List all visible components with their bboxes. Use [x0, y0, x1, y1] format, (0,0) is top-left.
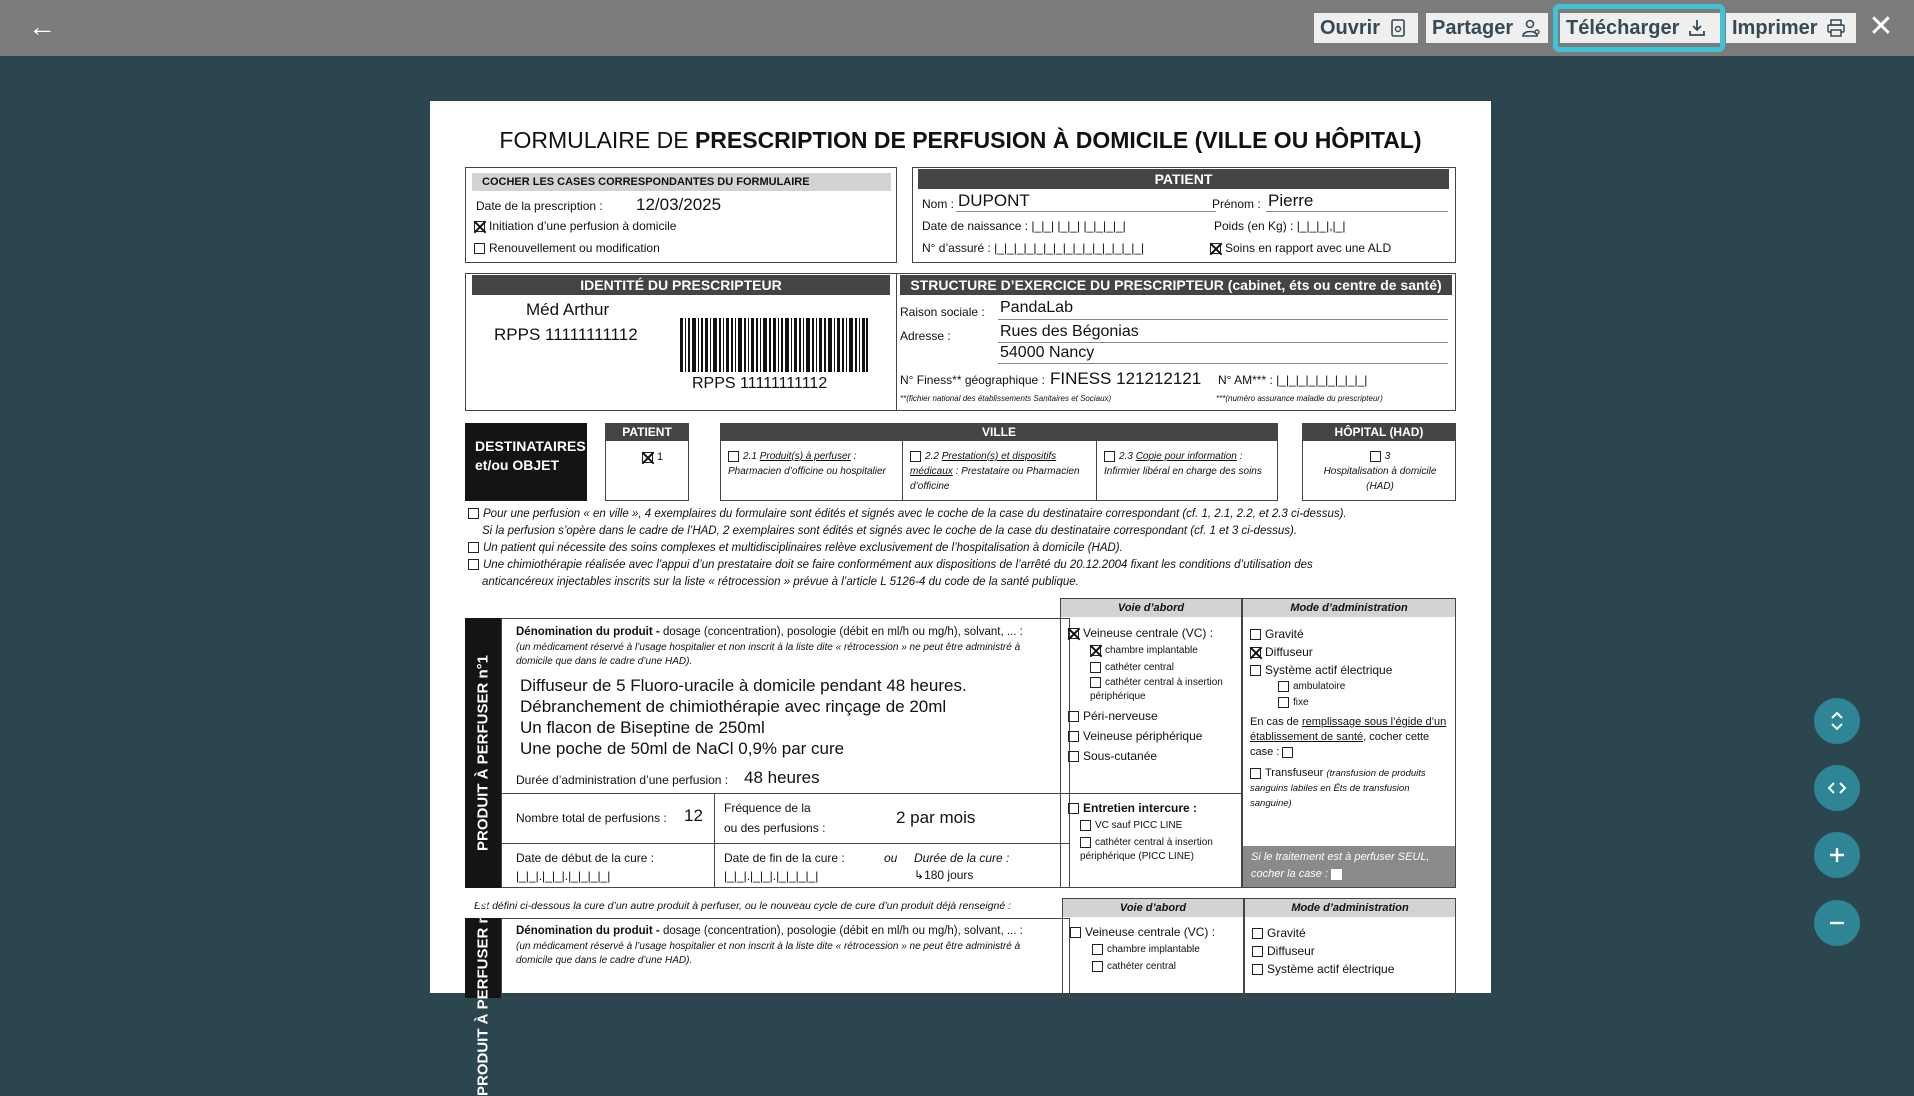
end-blank: |_|_|.|_|_|.|_|_|_|_|	[724, 869, 819, 883]
renewal-label: Renouvellement ou modification	[489, 241, 660, 255]
am-field: N° AM*** : |_|_|_|_|_|_|_|_|_|	[1218, 373, 1368, 387]
voie-header: Voie d’abord	[1061, 599, 1241, 617]
entretien-picc-label: cathéter central à insertion périphérique (PICC LINE)	[1080, 837, 1213, 862]
mode-transf-note: (transfusion de produits sanguins labiles en Éts de transfusion sanguine)	[1250, 768, 1426, 809]
dest-patient-option	[642, 451, 663, 463]
note-3-box	[468, 559, 479, 570]
nom-value: DUPONT	[958, 191, 1030, 210]
zoom-in-button[interactable]	[1814, 832, 1860, 878]
product1-divider-2	[501, 843, 1070, 844]
p2-mode-gravite	[1252, 924, 1452, 942]
finess-value: FINESS 121212121	[1050, 369, 1202, 388]
p2-voie-vc-label: Veineuse centrale (VC) :	[1085, 925, 1216, 939]
mode-diffuseur-checkbox	[1250, 647, 1261, 658]
mode-transf-checkbox	[1250, 768, 1261, 779]
initiation-label: Initiation d’une perfusion à domicile	[489, 219, 677, 233]
expand-horizontal-icon	[1826, 777, 1848, 799]
am-note: ***(numéro assurance maladie du prescripteur)	[1216, 394, 1383, 403]
initiation-option	[474, 219, 676, 233]
p2-mode-gravite-label: Gravité	[1267, 926, 1306, 940]
download-icon	[1687, 18, 1707, 38]
dest-patient-checkbox	[642, 452, 653, 463]
ville-21-link: Produit(s) à perfuser	[759, 451, 851, 462]
mode-header: Mode d’administration	[1243, 599, 1455, 617]
product2-denom	[516, 924, 1066, 939]
mode-amb-checkbox	[1278, 681, 1289, 692]
note-1	[468, 506, 1458, 523]
entretien-section	[1068, 800, 1238, 864]
cure-label: Durée de la cure :	[914, 851, 1010, 865]
p2-voie-vc-checkbox	[1070, 927, 1081, 938]
raison-line	[998, 319, 1448, 320]
product1-divider-1	[501, 793, 1070, 794]
end-label: Date de fin de la cure :	[724, 851, 845, 865]
dest-had-header: HÔPITAL (HAD)	[1302, 423, 1456, 441]
ville-22	[910, 449, 1092, 494]
mode-remp-a: En cas de	[1250, 716, 1302, 728]
ville-23-link: Copie pour information	[1135, 451, 1237, 462]
prenom-value: Pierre	[1268, 191, 1314, 210]
note-3b: anticancéreux injectables inscrits sur la liste « rétrocession » prévue à l’article L 5126-4 du code de la santé publique.	[482, 576, 1079, 588]
voie-options	[1068, 625, 1238, 765]
mode-systeme-label: Système actif électrique	[1265, 663, 1393, 677]
p2-denom-label: Dénomination du produit -	[516, 925, 660, 937]
voie-sous	[1068, 748, 1238, 765]
voie-peri	[1068, 708, 1238, 725]
note-2-text: Un patient qui nécessite des soins complexes et multidisciplinaires relève exclusivement de l’hospitalisation à domicile (HAD).	[483, 542, 1123, 554]
total-value: 12	[684, 806, 703, 825]
voie-veineuse-peri	[1068, 728, 1238, 745]
mode-options	[1250, 625, 1450, 811]
denom-note: (un médicament réservé à l’usage hospitalier et non inscrit à la liste dite « rétrocession » ne peut être administré à domicile que dans le cadre d’une HAD).	[516, 642, 1021, 667]
mode-amb	[1250, 679, 1450, 695]
cure-value-text: 180 jours	[924, 868, 974, 882]
seul-checkbox	[1331, 869, 1342, 880]
p2-voie-vc	[1070, 924, 1240, 941]
structure-header: STRUCTURE D’EXERCICE DU PRESCRIPTEUR (cabinet, éts ou centre de santé)	[900, 275, 1452, 295]
prenom-label: Prénom :	[1212, 197, 1261, 211]
ville-23	[1104, 449, 1274, 479]
voie-chambre	[1068, 642, 1238, 659]
voie-vc-label: Veineuse centrale (VC) :	[1083, 626, 1214, 640]
product1-line1: Diffuseur de 5 Fluoro-uracile à domicile pendant 48 heures.	[520, 676, 967, 695]
ville-21-text: : Pharmacien d’officine ou hospitalier	[728, 451, 886, 477]
product2-vertical-label	[465, 899, 501, 1096]
fit-width-button[interactable]	[1814, 765, 1860, 811]
p2-mode-systeme-checkbox	[1252, 964, 1263, 975]
ou-label: ou	[884, 851, 898, 865]
voie-veineuse-peri-label: Veineuse périphérique	[1083, 729, 1203, 743]
download-label: Télécharger	[1566, 17, 1680, 39]
mode-gravite	[1250, 625, 1450, 643]
adresse-line2: 54000 Nancy	[1000, 344, 1095, 361]
raison-value: PandaLab	[1000, 299, 1073, 316]
mode-transfuseur	[1250, 766, 1450, 811]
mode-fixe-checkbox	[1278, 697, 1289, 708]
product1-line3: Un flacon de Biseptine de 250ml	[520, 718, 765, 737]
voie-cath-checkbox	[1090, 662, 1101, 673]
document-page	[430, 101, 1491, 1096]
check-header: COCHER LES CASES CORRESPONDANTES DU FORMULAIRE	[472, 173, 891, 191]
prenom-line	[1266, 211, 1448, 212]
ald-option	[1210, 241, 1391, 255]
voie-cath-peri	[1068, 676, 1238, 704]
mode-remp-link: remplissage sous l’égide d’un établissement de santé	[1250, 716, 1447, 743]
p2-voie-chambre-checkbox	[1092, 944, 1103, 955]
p2-mode-options	[1252, 924, 1452, 978]
p2-voie-options	[1070, 924, 1240, 975]
dest-patient-header: PATIENT	[605, 423, 689, 441]
duree-label: Durée d’administration d’une perfusion :	[516, 773, 729, 787]
ville-21	[728, 449, 898, 479]
product2-vertical-text: PRODUIT À PERFUSER n°2	[474, 899, 492, 1096]
ville-23-num: 2.3	[1119, 451, 1133, 462]
entretien-label: Entretien intercure :	[1083, 801, 1198, 815]
ville-22-link: Prestation(s) et dispositifs médicaux	[910, 451, 1057, 477]
raison-label: Raison sociale :	[900, 305, 985, 319]
entretien	[1068, 800, 1238, 816]
voie-veineuse-peri-checkbox	[1068, 731, 1079, 742]
nom-line	[956, 211, 1216, 212]
voie-cath	[1068, 659, 1238, 676]
patient-header: PATIENT	[918, 169, 1449, 189]
ald-checkbox	[1210, 243, 1221, 254]
voie-sous-label: Sous-cutanée	[1083, 749, 1158, 763]
dest-ville-header: VILLE	[720, 423, 1278, 441]
notes-section	[468, 506, 1458, 591]
note-1b: Si la perfusion s’opère dans le cadre de l’HAD, 2 exemplaires sont édités et signés avec le coche de la case du destinataire correspondant (cf. 1 et 3 ci-dessus).	[482, 525, 1298, 537]
p2-mode-header: Mode d’administration	[1245, 899, 1455, 917]
dest-patient-num: 1	[657, 451, 664, 463]
download-button[interactable]	[1560, 13, 1720, 43]
p2-mode-gravite-checkbox	[1252, 928, 1263, 939]
prescriber-header: IDENTITÉ DU PRESCRIPTEUR	[472, 275, 890, 295]
entretien-vc-checkbox	[1080, 820, 1091, 831]
birth-field: Date de naissance : |_|_| |_|_| |_|_|_|_|	[922, 219, 1126, 233]
zoom-out-button[interactable]	[1814, 900, 1860, 946]
mode-remplissage	[1250, 715, 1450, 760]
renewal-checkbox	[474, 243, 485, 254]
share-user-icon	[1521, 18, 1541, 38]
mode-fixe	[1250, 695, 1450, 711]
prescriber-barcode	[680, 318, 868, 372]
p2-voie-header: Voie d’abord	[1063, 899, 1243, 917]
voie-vc-checkbox	[1068, 628, 1079, 639]
ville-22-num: 2.2	[925, 451, 939, 462]
ville-21-num: 2.1	[743, 451, 757, 462]
entretien-picc-checkbox	[1080, 837, 1091, 848]
had-num: 3	[1384, 451, 1391, 462]
mode-remp-checkbox	[1282, 747, 1293, 758]
prescriber-name: Méd Arthur	[526, 300, 610, 319]
entretien-vc-label: VC sauf PICC LINE	[1095, 820, 1183, 831]
barcode-caption: RPPS 11111111112	[692, 375, 828, 392]
p2-denom-note: (un médicament réservé à l’usage hospitalier et non inscrit à la liste dite « rétrocession » ne peut être administré à domicile que dans le cadre d’une HAD).	[516, 941, 1021, 966]
prescription-date-value: 12/03/2025	[636, 195, 722, 214]
ville-divider-2	[1096, 441, 1097, 501]
voie-peri-label: Péri-nerveuse	[1083, 709, 1158, 723]
form-title	[430, 127, 1491, 154]
nom-label: Nom :	[922, 197, 955, 211]
p2-denom-desc: dosage (concentration), posologie (débit en ml/h ou mg/h), solvant, ... :	[662, 925, 1023, 937]
ville-23-checkbox	[1104, 451, 1115, 462]
duree-value: 48 heures	[744, 768, 820, 787]
total-label: Nombre total de perfusions :	[516, 811, 667, 825]
product1-denom	[516, 625, 1066, 640]
p2-mode-diffuseur	[1252, 942, 1452, 960]
p2-voie-chambre-label: chambre implantable	[1107, 944, 1200, 955]
open-button[interactable]	[1314, 13, 1418, 43]
had-checkbox	[1370, 451, 1381, 462]
share-button[interactable]	[1426, 13, 1548, 43]
document-icon	[1388, 18, 1408, 38]
p2-mode-diffuseur-label: Diffuseur	[1267, 944, 1315, 958]
initiation-checkbox	[474, 221, 485, 232]
product1-description	[520, 675, 967, 759]
note-3	[468, 557, 1458, 574]
p2-intro: Est défini ci-dessous la cure d’un autre produit à perfuser, ou le nouveau cycle de cure d’un produit déjà renseigné :	[474, 900, 1011, 912]
p2-voie-cath	[1070, 958, 1240, 975]
viewer-toolbar	[0, 0, 1914, 56]
ville-22-text: : Prestataire ou Pharmacien d’officine	[910, 466, 1080, 492]
p2-voie-cath-checkbox	[1092, 961, 1103, 972]
plus-icon	[1826, 844, 1848, 866]
had-option	[1310, 449, 1450, 494]
expand-vertical-icon	[1826, 710, 1848, 732]
minus-icon	[1826, 912, 1848, 934]
denom-label: Dénomination du produit -	[516, 626, 660, 638]
cure-value: ↳180 jours	[914, 868, 974, 882]
p2-mode-systeme-label: Système actif électrique	[1267, 962, 1395, 976]
product1-vertical-text: PRODUIT À PERFUSER n°1	[474, 654, 492, 852]
note-2	[468, 540, 1458, 557]
voie-cath-label: cathéter central	[1105, 662, 1174, 673]
voie-cath-peri-checkbox	[1090, 677, 1101, 688]
product1-line2: Débranchement de chimiothérapie avec rinçage de 20ml	[520, 697, 947, 716]
finess-note: **(fichier national des établissements Sanitaires et Sociaux)	[900, 394, 1112, 403]
mode-systeme	[1250, 661, 1450, 679]
voie-vc	[1068, 625, 1238, 642]
ald-label: Soins en rapport avec une ALD	[1225, 241, 1392, 255]
ville-23-text: : Infirmier libéral en charge des soins	[1104, 451, 1262, 477]
mode-gravite-checkbox	[1250, 629, 1261, 640]
p2-mode-systeme	[1252, 960, 1452, 978]
voie-cath-peri-label: cathéter central à insertion périphérique	[1090, 677, 1223, 702]
voie-peri-checkbox	[1068, 711, 1079, 722]
voie-sous-checkbox	[1068, 751, 1079, 762]
insured-field: N° d’assuré : |_|_|_|_|_|_|_|_|_|_|_|_|_|_|_|	[922, 241, 1145, 255]
note-1-box	[468, 508, 479, 519]
adresse-line1: Rues des Bégonias	[1000, 323, 1139, 340]
mode-amb-label: ambulatoire	[1293, 681, 1346, 692]
entretien-picc	[1068, 836, 1238, 864]
start-blank: |_|_|.|_|_|.|_|_|_|_|	[516, 869, 611, 883]
seul-note	[1243, 846, 1455, 887]
ville-22-checkbox	[910, 451, 921, 462]
freq-label-2: ou des perfusions :	[724, 821, 826, 835]
mode-remp-b: , cocher cette case :	[1250, 731, 1430, 758]
share-label: Partager	[1432, 17, 1514, 39]
freq-label-1: Fréquence de la	[724, 801, 811, 815]
seul-note-text: Si le traitement est à perfuser SEUL, cocher la case :	[1251, 851, 1430, 880]
voie-divider	[1060, 793, 1242, 794]
finess-label: N° Finess** géographique :	[900, 373, 1045, 387]
entretien-vc	[1068, 818, 1238, 834]
adresse-line-rule2	[998, 363, 1448, 364]
close-icon[interactable]: ✕	[1868, 10, 1894, 43]
renewal-option	[474, 241, 660, 255]
voie-chambre-checkbox	[1090, 645, 1101, 656]
product1-divider-v	[714, 793, 715, 888]
back-arrow-icon[interactable]: ←	[28, 11, 56, 42]
dest-label: DESTINATAIRES et/ou OBJET	[465, 423, 587, 501]
ville-21-checkbox	[728, 451, 739, 462]
weight-field: Poids (en Kg) : |_|_|_|,|_|	[1214, 219, 1346, 233]
form-title-prefix: FORMULAIRE DE	[499, 127, 695, 153]
mode-diffuseur	[1250, 643, 1450, 661]
note-1-text: Pour une perfusion « en ville », 4 exemplaires du formulaire sont édités et signés avec le coche de la case du destinataire correspondant (cf. 1, 2.1, 2.2, et 2.3 ci-dessus).	[483, 508, 1347, 520]
freq-value: 2 par mois	[896, 808, 976, 827]
denom-desc: dosage (concentration), posologie (débit en ml/h ou mg/h), solvant, ... :	[662, 626, 1023, 638]
adresse-label: Adresse :	[900, 329, 951, 343]
adresse-line-rule1	[998, 342, 1448, 343]
mode-fixe-label: fixe	[1293, 697, 1309, 708]
fit-height-button[interactable]	[1814, 698, 1860, 744]
entretien-checkbox	[1068, 803, 1079, 814]
note-2-box	[468, 542, 479, 553]
prescriber-rpps: RPPS 11111111112	[494, 325, 638, 344]
mode-transf-label: Transfuseur	[1265, 767, 1324, 779]
ville-divider-1	[902, 441, 903, 501]
mode-diffuseur-label: Diffuseur	[1265, 645, 1313, 659]
prescription-date-label: Date de la prescription :	[476, 199, 603, 213]
had-text: Hospitalisation à domicile (HAD)	[1323, 466, 1437, 492]
printer-icon	[1826, 18, 1846, 38]
mode-gravite-label: Gravité	[1265, 627, 1304, 641]
p2-voie-chambre	[1070, 941, 1240, 958]
product1-line4: Une poche de 50ml de NaCl 0,9% par cure	[520, 739, 845, 758]
voie-chambre-label: chambre implantable	[1105, 645, 1198, 656]
form-title-bold: PRESCRIPTION DE PERFUSION À DOMICILE (VILLE OU HÔPITAL)	[694, 127, 1422, 153]
print-button[interactable]	[1726, 13, 1856, 43]
mode-systeme-checkbox	[1250, 665, 1261, 676]
note-3-text: Une chimiothérapie réalisée avec l’appui d’un prestataire doit se faire conformément aux dispositions de l’arrêté du 20.12.2004 fixant les conditions d’utilisation des	[483, 559, 1313, 571]
product1-vertical-label	[465, 618, 501, 888]
start-label: Date de début de la cure :	[516, 851, 655, 865]
p2-mode-diffuseur-checkbox	[1252, 946, 1263, 957]
open-label: Ouvrir	[1320, 17, 1381, 39]
p2-voie-cath-label: cathéter central	[1107, 961, 1176, 972]
print-label: Imprimer	[1732, 17, 1818, 39]
